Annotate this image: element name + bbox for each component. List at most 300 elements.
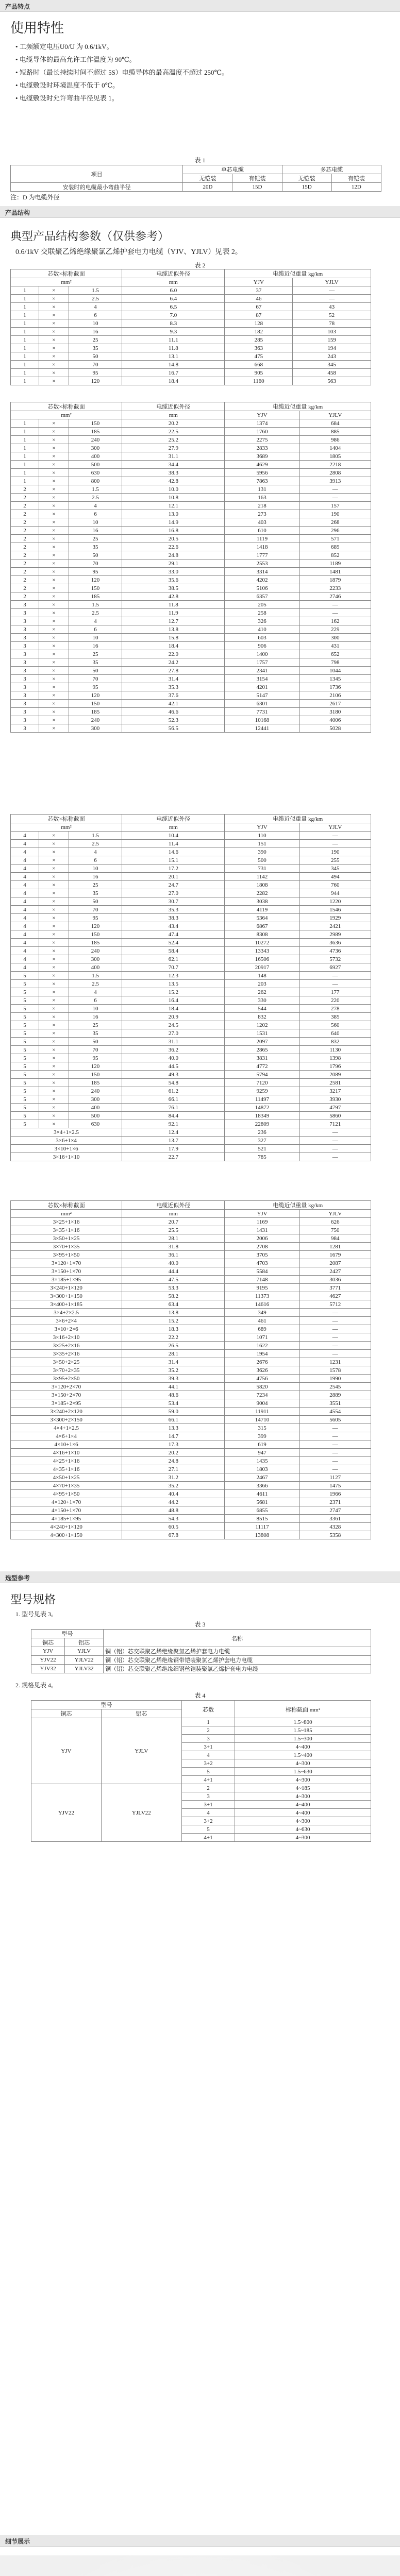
table-cell: × — [39, 1005, 69, 1013]
table-cell: 35.3 — [122, 683, 225, 691]
table-cell: 3 — [11, 700, 39, 708]
table-header: mm — [122, 1210, 225, 1218]
table-row — [11, 914, 371, 922]
table-cell: 3+1 — [181, 1801, 235, 1809]
table-cell: 1990 — [299, 1375, 371, 1383]
table-cell: 24.5 — [122, 1021, 225, 1029]
table-cell: 1803 — [225, 1465, 299, 1473]
table-row — [11, 303, 371, 311]
table-cell: 258 — [225, 609, 299, 617]
table-cell: 70 — [69, 1046, 122, 1054]
table-cell: 4756 — [225, 1375, 299, 1383]
table-cell: 750 — [299, 1226, 371, 1234]
table-cell: 571 — [299, 535, 371, 543]
table-row — [11, 1095, 371, 1104]
table-cell: × — [39, 955, 69, 963]
table-cell: 6301 — [225, 700, 299, 708]
table-cell: 4703 — [225, 1259, 299, 1267]
table-cell: 1760 — [225, 428, 299, 436]
table-cell: 60.5 — [122, 1523, 225, 1531]
table-cell: 218 — [225, 502, 299, 510]
table-cell: YJLV32 — [65, 1665, 104, 1673]
table-cell: 16.7 — [122, 369, 225, 377]
table-cell: 760 — [299, 881, 371, 889]
table1-note: 注：D 为电缆外径 — [10, 194, 60, 201]
table-cell: 3×150+1×70 — [11, 1267, 122, 1276]
table-cell: × — [39, 963, 69, 972]
table-cell: 1071 — [225, 1333, 299, 1342]
table-cell: 44.4 — [122, 1267, 225, 1276]
table-cell: × — [39, 625, 69, 634]
table-cell: 240 — [69, 436, 122, 444]
table-row — [11, 865, 371, 873]
table-cell: × — [39, 716, 69, 724]
table-row — [11, 576, 371, 584]
table1-caption: 表 1 — [194, 157, 206, 164]
table-cell: 3 — [11, 642, 39, 650]
table-cell: 190 — [299, 848, 371, 856]
table-cell: 2.5 — [69, 295, 122, 303]
table-cell: × — [39, 1079, 69, 1087]
table-cell: 1546 — [299, 906, 371, 914]
table-cell: 3×10+2×6 — [11, 1325, 122, 1333]
table-row — [11, 881, 371, 889]
table-header: 电缆近似重量 kg/km — [225, 402, 371, 411]
table-header: YJV — [225, 411, 299, 419]
table-cell: 3705 — [225, 1251, 299, 1259]
table-cell: 640 — [299, 1029, 371, 1038]
table-row — [11, 1251, 371, 1259]
table-cell: 3626 — [225, 1366, 299, 1375]
table-cell: 385 — [299, 1013, 371, 1021]
table-cell: 5712 — [299, 1300, 371, 1309]
table-cell: 3×400+1×185 — [11, 1300, 122, 1309]
table-cell: × — [39, 1120, 69, 1128]
table-cell: 345 — [299, 865, 371, 873]
structure-table-a — [10, 269, 371, 385]
table-row — [11, 1432, 371, 1440]
table-cell: 58.2 — [122, 1292, 225, 1300]
table-cell: 1954 — [225, 1350, 299, 1358]
table-header-row — [11, 411, 371, 419]
table-cell: 3×150+2×70 — [11, 1391, 122, 1399]
table-cell: × — [39, 996, 69, 1005]
table-row — [11, 601, 371, 609]
table-cell: 18349 — [225, 1112, 299, 1120]
table-cell: 5028 — [299, 724, 371, 733]
table-cell: 10 — [69, 319, 122, 328]
table-cell: 300 — [299, 634, 371, 642]
table-cell: × — [39, 295, 69, 303]
table-row — [11, 510, 371, 518]
table-cell: 10168 — [225, 716, 299, 724]
table-cell: 13.5 — [122, 980, 225, 988]
table-row — [11, 1416, 371, 1424]
table-cell: 185 — [69, 592, 122, 601]
table-cell: 66.1 — [122, 1416, 225, 1424]
spec-table — [31, 1700, 371, 1842]
table-cell: 31.2 — [122, 1473, 225, 1482]
table-cell: × — [39, 988, 69, 996]
table-cell: 18.4 — [122, 642, 225, 650]
table-cell: 3 — [181, 1792, 235, 1801]
list-item: • 短路时（最长持续时间不超过 5S）电缆导体的最高温度不超过 250℃。 — [15, 66, 228, 79]
table-cell: 262 — [225, 988, 299, 996]
table-cell: 46 — [225, 295, 293, 303]
table-cell: 7120 — [225, 1079, 299, 1087]
table-cell: 22.5 — [122, 428, 225, 436]
table-cell: 54.3 — [122, 1515, 225, 1523]
table-cell: 35 — [69, 889, 122, 897]
table-cell: 2 — [11, 518, 39, 527]
table-row — [11, 1013, 371, 1021]
section-title: 产品特点 — [5, 3, 30, 10]
table-cell: 16 — [69, 527, 122, 535]
table-cell: 4 — [11, 947, 39, 955]
table-cell: × — [39, 873, 69, 881]
cable-coil-photo — [0, 2555, 400, 2576]
table-cell: 95 — [69, 683, 122, 691]
table-cell: × — [39, 303, 69, 311]
table-cell: × — [39, 683, 69, 691]
table-cell: 25 — [69, 336, 122, 344]
table-cell: 1 — [11, 286, 39, 295]
table-header: 电缆近似重量 kg/km — [225, 815, 371, 823]
table-cell: × — [39, 286, 69, 295]
table-cell: 5 — [11, 1095, 39, 1104]
table-cell: 4006 — [299, 716, 371, 724]
table-cell: 1879 — [299, 576, 371, 584]
table-row — [11, 1087, 371, 1095]
table-header-row — [11, 1210, 371, 1218]
table-header: mm² — [11, 278, 122, 286]
table-cell: 103 — [293, 328, 371, 336]
table-cell: 25 — [69, 650, 122, 658]
table-cell: 42.1 — [122, 700, 225, 708]
table-cell: × — [39, 352, 69, 361]
table-cell: 1.5~630 — [235, 1768, 371, 1776]
table-cell: 1142 — [225, 873, 299, 881]
table-row — [11, 1350, 371, 1358]
table-row — [11, 1226, 371, 1234]
table-row — [11, 319, 371, 328]
table-cell: × — [39, 930, 69, 939]
table-cell: 2 — [11, 502, 39, 510]
table-cell: 67.8 — [122, 1531, 225, 1539]
table-row — [11, 1449, 371, 1457]
table-cell: 4629 — [225, 461, 299, 469]
table-cell: 5 — [11, 1079, 39, 1087]
table-cell: 500 — [69, 1112, 122, 1120]
table-cell: 1119 — [225, 535, 299, 543]
table-row — [11, 1473, 371, 1482]
table-cell: 185 — [69, 1079, 122, 1087]
table-cell: 2676 — [225, 1358, 299, 1366]
table-cell: 1 — [11, 369, 39, 377]
table4-caption: 表 4 — [194, 1692, 206, 1699]
table-row — [11, 955, 371, 963]
table-cell: 11.9 — [122, 609, 225, 617]
table-cell: × — [39, 642, 69, 650]
table-cell: 148 — [225, 972, 299, 980]
table-cell: 120 — [69, 922, 122, 930]
table-row — [11, 642, 371, 650]
table-cell: 986 — [299, 436, 371, 444]
table-cell: 5 — [181, 1768, 235, 1776]
table-cell: 6927 — [299, 963, 371, 972]
table-cell: 3366 — [225, 1482, 299, 1490]
table-cell: 4 — [11, 840, 39, 848]
table-cell: 800 — [69, 477, 122, 485]
table-row — [11, 1300, 371, 1309]
table-cell: 3+2 — [181, 1759, 235, 1768]
table-cell: 70.7 — [122, 963, 225, 972]
table-cell: 54.8 — [122, 1079, 225, 1087]
table-cell: × — [39, 708, 69, 716]
table-cell: 4797 — [299, 1104, 371, 1112]
table-cell: 3×35+1×16 — [11, 1226, 122, 1234]
table-cell: 12441 — [225, 724, 299, 733]
table-cell: × — [39, 319, 69, 328]
table-cell: 3 — [11, 675, 39, 683]
table-row — [11, 1498, 371, 1506]
table-cell: 1231 — [299, 1358, 371, 1366]
table-row — [11, 691, 371, 700]
table-cell: 28.1 — [122, 1350, 225, 1358]
table-cell: 190 — [299, 510, 371, 518]
table-cell: 5 — [11, 1013, 39, 1021]
table-cell: 798 — [299, 658, 371, 667]
table-cell: 6357 — [225, 592, 299, 601]
table-cell: 5860 — [299, 1112, 371, 1120]
table-cell: 300 — [69, 955, 122, 963]
table-cell: 40.4 — [122, 1490, 225, 1498]
structure-table-d — [10, 1200, 371, 1539]
table-row — [11, 1490, 371, 1498]
table-cell: 5358 — [299, 1531, 371, 1539]
table-cell: 120 — [69, 377, 122, 385]
table-cell: 1.5 — [69, 832, 122, 840]
table-row — [11, 650, 371, 658]
table-cell: 49.3 — [122, 1071, 225, 1079]
table-cell: 630 — [69, 1120, 122, 1128]
table-row — [11, 1531, 371, 1539]
table-cell: 35 — [69, 543, 122, 551]
table-row — [11, 1145, 371, 1153]
table-row — [11, 1309, 371, 1317]
table-cell: × — [39, 667, 69, 675]
table-cell: 46.6 — [122, 708, 225, 716]
section-bar-detail — [0, 2535, 400, 2547]
table-cell: — — [299, 1309, 371, 1317]
table-cell: 177 — [299, 988, 371, 996]
table-cell: 5106 — [225, 584, 299, 592]
table-cell: × — [39, 311, 69, 319]
table-cell: — — [299, 1457, 371, 1465]
table-cell: 4 — [11, 832, 39, 840]
table-cell: × — [39, 592, 69, 601]
table-cell: 3×35+2×16 — [11, 1350, 122, 1358]
table-cell: 984 — [299, 1234, 371, 1243]
table-cell: 689 — [225, 1325, 299, 1333]
table-cell: 9259 — [225, 1087, 299, 1095]
table-header: 名称 — [104, 1630, 371, 1647]
table-cell: — — [299, 1424, 371, 1432]
table-cell: 1.5~185 — [235, 1726, 371, 1735]
table-cell: 4×6+1×4 — [11, 1432, 122, 1440]
table-row — [11, 1465, 371, 1473]
table-cell: 120 — [69, 1062, 122, 1071]
table-cell: 1169 — [225, 1218, 299, 1226]
table-cell: 3036 — [299, 1276, 371, 1284]
table-cell: 1130 — [299, 1046, 371, 1054]
table-cell: 2233 — [299, 584, 371, 592]
table-cell: 36.1 — [122, 1251, 225, 1259]
table-cell: 35.6 — [122, 576, 225, 584]
table-row — [11, 361, 371, 369]
table-row — [11, 1284, 371, 1292]
table-cell: 4×185+1×95 — [11, 1515, 122, 1523]
table3-caption: 表 3 — [194, 1621, 206, 1628]
table-header: 多芯电缆 — [282, 165, 381, 174]
table-cell: 400 — [69, 963, 122, 972]
table-cell: 4 — [11, 865, 39, 873]
table-cell: 944 — [299, 889, 371, 897]
table-cell: 2 — [181, 1726, 235, 1735]
table-cell: 150 — [69, 584, 122, 592]
table-cell: 27.1 — [122, 1465, 225, 1473]
table-cell: 2581 — [299, 1079, 371, 1087]
table-cell: 20D — [183, 183, 232, 192]
table-cell: 1374 — [225, 419, 299, 428]
table-cell: 16 — [69, 328, 122, 336]
table-cell: 4 — [69, 617, 122, 625]
table-cell: 4 — [11, 889, 39, 897]
table-cell: 500 — [225, 856, 299, 865]
table-row — [11, 922, 371, 930]
table-cell: 17.3 — [122, 1440, 225, 1449]
table-cell: 2 — [11, 551, 39, 560]
table-cell: 3038 — [225, 897, 299, 906]
table-cell: 4×95+1×50 — [11, 1490, 122, 1498]
table-cell: 1736 — [299, 683, 371, 691]
table-cell: 3×120+2×70 — [11, 1383, 122, 1391]
table-cell: 285 — [225, 336, 293, 344]
table-cell: — — [299, 1350, 371, 1358]
table-cell: 4 — [69, 988, 122, 996]
table-header: 电缆近似重量 kg/km — [225, 269, 371, 278]
model-heading: 型号规格 — [10, 1593, 56, 1606]
section-bar-features — [0, 0, 400, 12]
table-cell: 220 — [299, 996, 371, 1005]
table-cell: × — [39, 560, 69, 568]
table-cell: × — [39, 650, 69, 658]
table-row — [11, 485, 371, 494]
table-row — [11, 328, 371, 336]
table-row — [11, 996, 371, 1005]
table-cell: 349 — [225, 1309, 299, 1317]
table-cell: 390 — [225, 848, 299, 856]
table-cell: 131 — [225, 485, 299, 494]
table-cell: YJLV22 — [101, 1784, 181, 1842]
table-row — [11, 1021, 371, 1029]
table-cell: 6 — [69, 996, 122, 1005]
table-row — [11, 832, 371, 840]
table-row — [11, 972, 371, 980]
table-cell: 1 — [11, 319, 39, 328]
table-cell: 120 — [69, 576, 122, 584]
table-cell: 4328 — [299, 1523, 371, 1531]
table-cell: 16 — [69, 642, 122, 650]
table-cell: 1.5~800 — [235, 1718, 371, 1726]
table-cell: × — [39, 897, 69, 906]
table-cell: 20.9 — [122, 1013, 225, 1021]
table-cell: 53.3 — [122, 1284, 225, 1292]
table-cell: 3 — [11, 625, 39, 634]
table-cell: 6 — [69, 625, 122, 634]
table-header: 标称截面 mm² — [235, 1701, 371, 1718]
table-row — [11, 897, 371, 906]
table-row — [11, 527, 371, 535]
table-cell: 5364 — [225, 914, 299, 922]
table-cell: 330 — [225, 996, 299, 1005]
table-cell: 494 — [299, 873, 371, 881]
table-cell: 4~300 — [235, 1792, 371, 1801]
table-cell: 626 — [299, 1218, 371, 1226]
table-cell: 50 — [69, 352, 122, 361]
table-cell: 3×300+2×150 — [11, 1416, 122, 1424]
table-cell: 2 — [11, 527, 39, 535]
table-row — [11, 658, 371, 667]
table-cell: 铜（铝）芯交联聚乙烯绝缘细钢丝铠装聚氯乙烯护套电力电缆 — [104, 1665, 371, 1673]
table-header: 电缆近似外径 — [122, 815, 225, 823]
table-header: 芯数 — [181, 1701, 235, 1718]
table-row — [11, 625, 371, 634]
table-cell: × — [39, 568, 69, 576]
table-cell: 3×16+2×10 — [11, 1333, 122, 1342]
table-cell: 885 — [299, 428, 371, 436]
model-table — [31, 1629, 371, 1673]
table-cell: × — [39, 601, 69, 609]
table-cell: 70 — [69, 675, 122, 683]
table-cell: 150 — [69, 700, 122, 708]
table-cell: YJLV — [65, 1647, 104, 1656]
table-cell: 905 — [225, 369, 293, 377]
table-cell: 87 — [225, 311, 293, 319]
table-cell: 2 — [11, 560, 39, 568]
table-cell: 铜（铝）芯交联聚乙烯绝缘聚氯乙烯护套电力电缆 — [104, 1647, 371, 1656]
table-cell: × — [39, 865, 69, 873]
table-cell: 3636 — [299, 939, 371, 947]
table-header: 芯数×标称截面 — [11, 269, 122, 278]
table-cell: 安装时的电缆最小弯曲半径 — [11, 183, 183, 192]
table-cell: × — [39, 584, 69, 592]
structure-intro: 0.6/1kV 交联聚乙烯绝缘聚氯乙烯护套电力电缆（YJV、YJLV）见表 2。 — [15, 248, 242, 256]
table-cell: — — [299, 1317, 371, 1325]
table-cell: 236 — [225, 1128, 299, 1137]
table-cell: 4 — [11, 914, 39, 922]
table-row — [11, 683, 371, 691]
table-cell: 4×240+1×120 — [11, 1523, 122, 1531]
table-cell: 14.8 — [122, 361, 225, 369]
table-cell: 6.5 — [122, 303, 225, 311]
table-cell: 1345 — [299, 675, 371, 683]
table-cell: 5 — [11, 1071, 39, 1079]
table-cell: YJV32 — [31, 1665, 65, 1673]
table-cell: 4 — [11, 848, 39, 856]
table-cell: 37 — [225, 286, 293, 295]
table-cell: 2467 — [225, 1473, 299, 1482]
